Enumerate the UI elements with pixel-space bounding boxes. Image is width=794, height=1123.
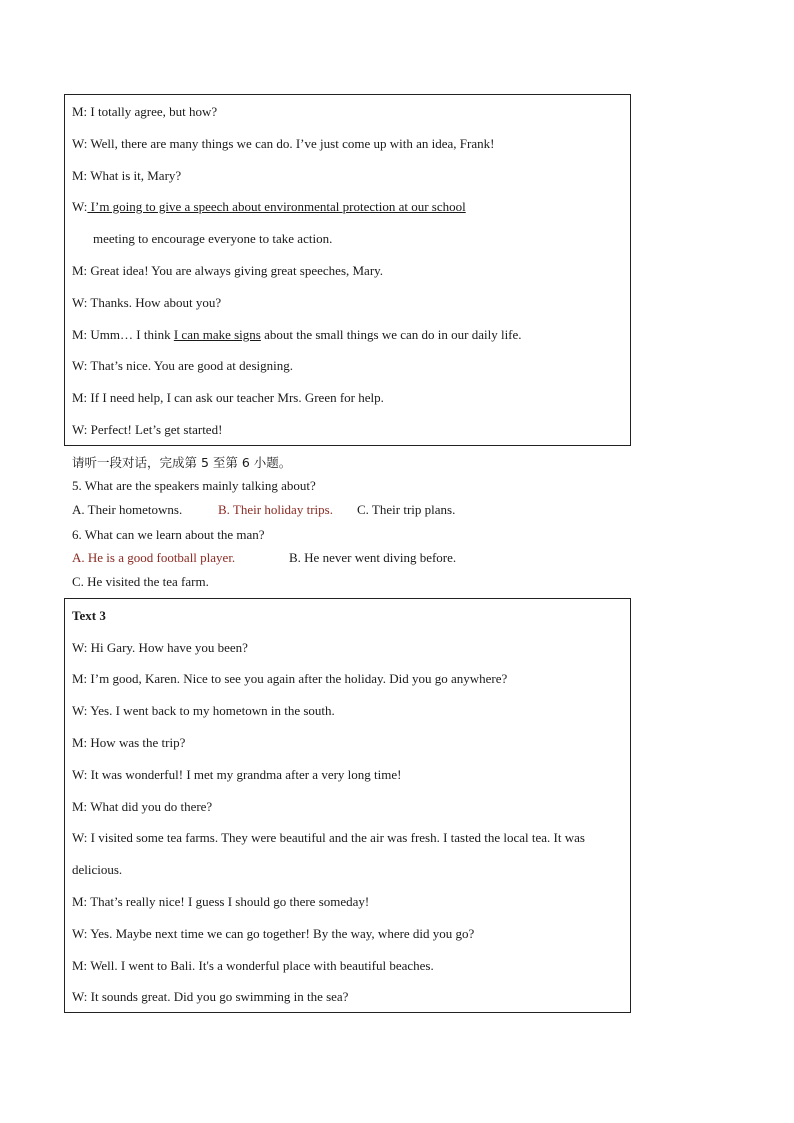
dialogue-line bbox=[72, 103, 626, 121]
dialogue-line bbox=[72, 702, 626, 720]
q5-option-a: A. Their hometowns. bbox=[72, 502, 183, 517]
speaker-label: W: bbox=[72, 989, 88, 1004]
speaker-label: W: bbox=[72, 640, 88, 655]
speaker-label: M: bbox=[72, 390, 88, 405]
speaker-label: W: bbox=[72, 422, 88, 437]
speaker-label: M: bbox=[72, 327, 88, 342]
speaker-label: M: bbox=[72, 168, 88, 183]
dialogue-line bbox=[72, 798, 626, 816]
speaker-label: M: bbox=[72, 263, 88, 278]
dialogue-text: It was wonderful! I met my grandma after a very long time! bbox=[90, 767, 402, 782]
q6-option-c: C. He visited the tea farm. bbox=[72, 574, 209, 589]
dialogue-line bbox=[72, 167, 626, 185]
dialogue-text: Umm… I think bbox=[90, 327, 174, 342]
dialogue-text: I visited some tea farms. They were beautiful and the air was fresh. I tasted the local tea. It was bbox=[90, 830, 585, 845]
dialogue-text: Well. I went to Bali. It's a wonderful place with beautiful beaches. bbox=[90, 958, 434, 973]
speaker-label: W: bbox=[72, 767, 88, 782]
dialogue-box-text2 bbox=[64, 94, 631, 446]
speaker-label: M: bbox=[72, 799, 88, 814]
dialogue-text: I’m good, Karen. Nice to see you again after the holiday. Did you go anywhere? bbox=[90, 671, 508, 686]
dialogue-text: Yes. I went back to my hometown in the south. bbox=[90, 703, 335, 718]
dialogue-line bbox=[72, 294, 626, 312]
speaker-label: M: bbox=[72, 894, 88, 909]
dialogue-box-text3 bbox=[64, 598, 631, 1013]
speaker-label: W: bbox=[72, 358, 88, 373]
dialogue-text: Well, there are many things we can do. I’ve just come up with an idea, Frank! bbox=[90, 136, 495, 151]
speaker-label: W: bbox=[72, 136, 88, 151]
speaker-label: W: bbox=[72, 703, 88, 718]
q6-option-a-answer: A. He is a good football player. bbox=[72, 550, 236, 565]
speaker-label: M: bbox=[72, 671, 88, 686]
speaker-label: M: bbox=[72, 958, 88, 973]
speaker-label: M: bbox=[72, 104, 88, 119]
dialogue-text: It sounds great. Did you go swimming in the sea? bbox=[90, 989, 349, 1004]
dialogue-text: What is it, Mary? bbox=[90, 168, 182, 183]
dialogue-line bbox=[72, 639, 626, 657]
question-6: 6. What can we learn about the man? bbox=[72, 527, 265, 542]
dialogue-text-underlined: I’m going to give a speech about environmental protection at our school bbox=[87, 199, 466, 214]
q5-option-b-answer: B. Their holiday trips. bbox=[218, 502, 333, 517]
question-5: 5. What are the speakers mainly talking about? bbox=[72, 478, 316, 493]
speaker-label: M: bbox=[72, 735, 88, 750]
dialogue-line bbox=[72, 766, 626, 784]
dialogue-line bbox=[72, 988, 626, 1006]
dialogue-line bbox=[72, 421, 626, 439]
dialogue-text: Great idea! You are always giving great speeches, Mary. bbox=[90, 263, 384, 278]
dialogue-text: Hi Gary. How have you been? bbox=[90, 640, 248, 655]
section-title: Text 3 bbox=[72, 608, 106, 623]
dialogue-line bbox=[72, 893, 626, 911]
dialogue-line-continuation bbox=[72, 861, 626, 879]
dialogue-text: How was the trip? bbox=[90, 735, 186, 750]
dialogue-line bbox=[72, 326, 626, 344]
dialogue-line bbox=[72, 670, 626, 688]
dialogue-line bbox=[72, 262, 626, 280]
dialogue-text: delicious. bbox=[72, 862, 123, 877]
dialogue-text-underlined: I can make signs bbox=[173, 327, 261, 342]
dialogue-text: What did you do there? bbox=[90, 799, 213, 814]
dialogue-text: If I need help, I can ask our teacher Mrs. Green for help. bbox=[90, 390, 384, 405]
dialogue-text: Thanks. How about you? bbox=[90, 295, 222, 310]
dialogue-text: Perfect! Let’s get started! bbox=[90, 422, 223, 437]
dialogue-line bbox=[72, 925, 626, 943]
q5-option-c: C. Their trip plans. bbox=[357, 502, 456, 517]
dialogue-line bbox=[72, 389, 626, 407]
dialogue-line bbox=[72, 357, 626, 375]
listening-instruction: 请听一段对话，完成第 5 至第 6 小题。 bbox=[72, 455, 292, 470]
dialogue-line bbox=[72, 734, 626, 752]
dialogue-line bbox=[72, 829, 626, 847]
speaker-label: W: bbox=[72, 199, 88, 214]
speaker-label: W: bbox=[72, 295, 88, 310]
speaker-label: W: bbox=[72, 830, 88, 845]
q6-option-b: B. He never went diving before. bbox=[289, 550, 457, 565]
dialogue-text: Yes. Maybe next time we can go together! By the way, where did you go? bbox=[90, 926, 475, 941]
dialogue-text: That’s nice. You are good at designing. bbox=[90, 358, 293, 373]
dialogue-text: I totally agree, but how? bbox=[90, 104, 218, 119]
dialogue-text: meeting to encourage everyone to take action. bbox=[93, 231, 333, 246]
dialogue-text: about the small things we can do in our daily life. bbox=[260, 327, 522, 342]
speaker-label: W: bbox=[72, 926, 88, 941]
dialogue-line bbox=[72, 957, 626, 975]
dialogue-text: That’s really nice! I guess I should go there someday! bbox=[90, 894, 370, 909]
dialogue-line-continuation bbox=[93, 230, 626, 248]
dialogue-line bbox=[72, 135, 626, 153]
dialogue-line bbox=[72, 198, 626, 216]
